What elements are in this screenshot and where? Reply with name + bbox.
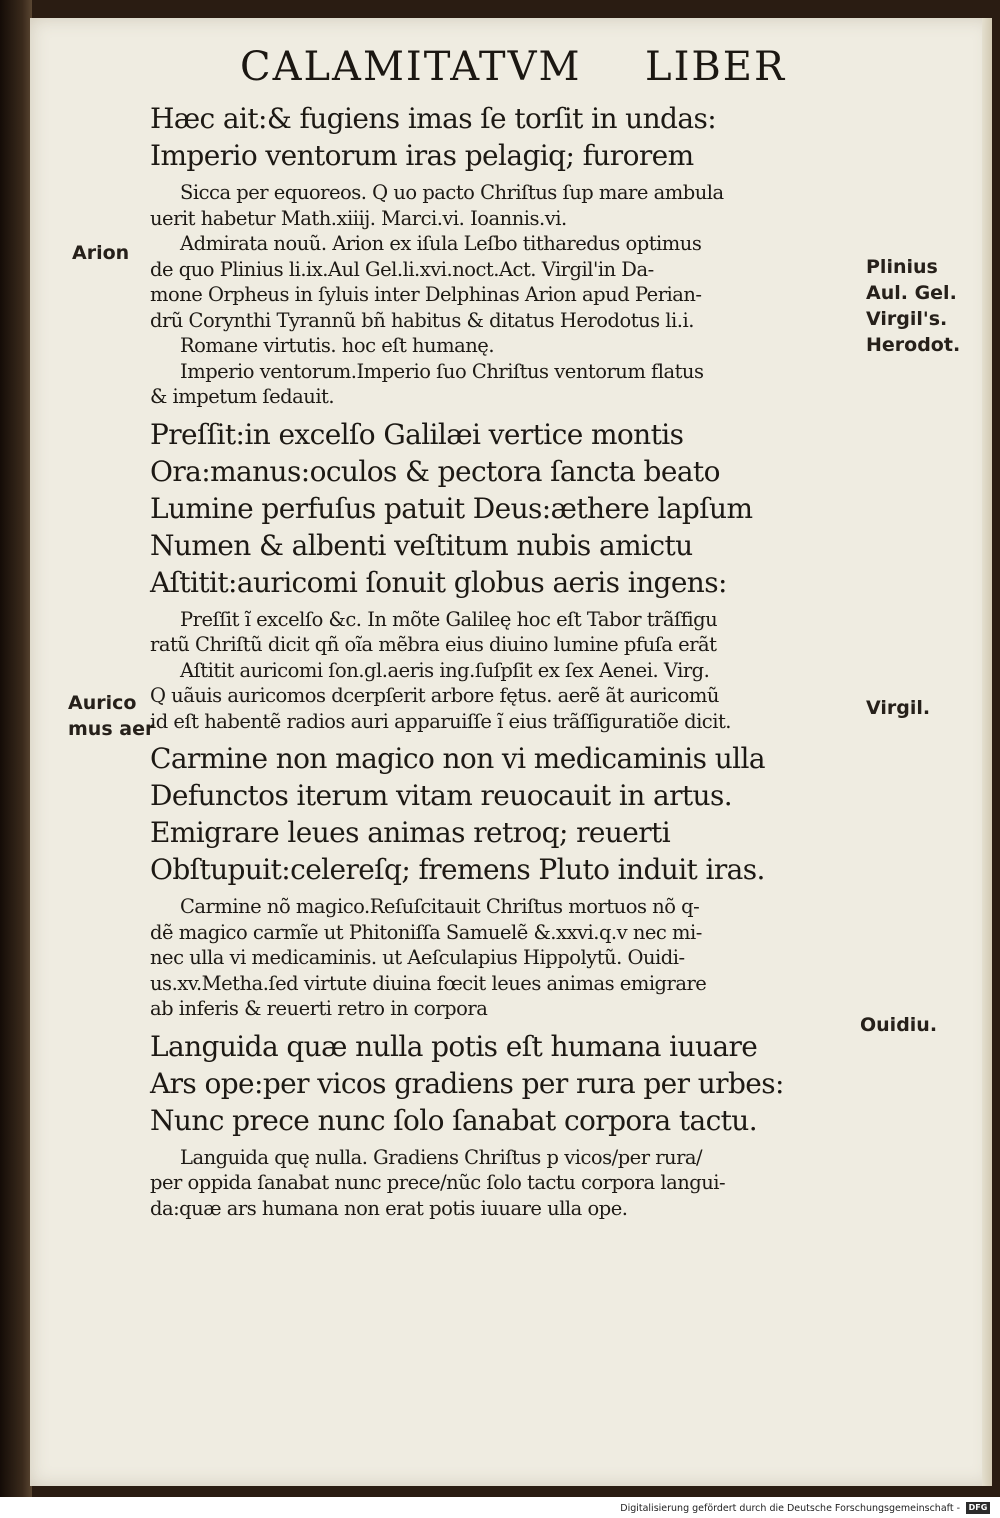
page-edge: [982, 18, 992, 1486]
margin-note-line: Herodot.: [866, 334, 961, 356]
verse-line: Nunc prece nunc ſolo ſanabat corpora tactu.: [150, 1103, 758, 1137]
right-margin-note-virgil: [866, 695, 930, 721]
header-left: CALAMITATVM: [240, 44, 582, 90]
verse-line: Hæc ait:& fugiens imas ſe torſit in undas:: [150, 102, 717, 135]
book-spine: [0, 0, 32, 1497]
verse-line: Languida quæ nulla potis eſt humana iuuare: [150, 1029, 758, 1063]
verse-line: Ora:manus:oculos & pectora ſancta beato: [150, 454, 720, 488]
footer-credit: Digitalisierung gefördert durch die Deutsche Forschungsgemeinschaft -: [620, 1503, 960, 1514]
verse-line: Numen & albenti veſtitum nubis amictu: [150, 528, 693, 562]
verse-line: Aſtitit:auricomi ſonuit globus aeris ingens:: [150, 565, 727, 599]
verse-line: Lumine perfuſus patuit Deus:æthere lapſum: [150, 491, 753, 525]
margin-note-line: mus aer: [68, 718, 155, 740]
margin-note-line: Virgil.: [866, 697, 931, 719]
commentary-line: id eſt habentẽ radios auri apparuiſſe ĩ eius trãſſiguratiõe dicit.: [150, 709, 731, 733]
page-header: [240, 44, 800, 104]
commentary-line: Carmine nõ magico.Reſuſcitauit Chriſtus mortuos nõ q-: [180, 895, 700, 918]
commentary-line: Romane virtutis. hoc eſt humanę.: [180, 334, 495, 357]
commentary-line: ratũ Chriſtũ dicit qñ oĩa mẽbra eius diuino lumine pfuſa erãt: [150, 633, 717, 656]
commentary-line: Aſtitit auricomi ſon.gl.aeris ing.ſuſpſit ex ſex Aenei. Virg.: [180, 658, 710, 682]
commentary-line: de quo Plinius li.ix.Aul Gel.li.xvi.noct.Act. Virgil'in Da-: [150, 257, 654, 281]
commentary-line: Sicca per equoreos. Q uo pacto Chriſtus ſup mare ambula: [180, 181, 724, 204]
margin-note-line: Ouidiu.: [860, 1014, 938, 1036]
commentary-line: uerit habetur Math.xiiij. Marci.vi. Ioannis.vi.: [150, 206, 567, 230]
right-margin-note-ouidius: [860, 1012, 937, 1038]
margin-note-line: Virgil's.: [866, 308, 948, 330]
left-margin-note-auricomus: [68, 690, 154, 742]
verse-line: Defunctos iterum vitam reuocauit in artus.: [150, 779, 733, 812]
commentary-line: mone Orpheus in ſyluis inter Delphinas Arion apud Perian-: [150, 283, 702, 306]
commentary-line: dẽ magico carmĩe ut Phitoniſſa Samuelẽ &.xxvi.q.v nec mi-: [150, 920, 702, 944]
commentary-line: Preſſit ĩ excelſo &c. In mõte Galileę hoc eſt Tabor trãſfigu: [180, 607, 718, 631]
commentary-line: Languida quę nulla. Gradiens Chriſtus p vicos/per rura/: [180, 1145, 703, 1169]
commentary-line: Q uãuis auricomos dcerpſerit arbore fętus. aerẽ ãt auricomũ: [150, 684, 719, 707]
text-block: [150, 100, 850, 1221]
commentary-line: Admirata nouũ. Arion ex iſula Leſbo titharedus optimus: [180, 232, 702, 255]
verse-line: Carmine non magico non vi medicaminis ulla: [150, 742, 765, 775]
commentary-line: da:quæ ars humana non erat potis iuuare ulla ope.: [150, 1196, 628, 1220]
verse-line: Preſſit:in excelſo Galilæi vertice montis: [150, 417, 684, 451]
verse-line: Ars ope:per vicos gradiens per rura per urbes:: [150, 1066, 784, 1100]
left-margin-note-arion: [72, 240, 129, 266]
commentary-line: per oppida ſanabat nunc prece/nũc ſolo tactu corpora langui-: [150, 1171, 726, 1194]
verse-line: Obſtupuit:celereſq; fremens Pluto induit iras.: [150, 853, 765, 886]
commentary-line: ab inferis & reuerti retro in corpora: [150, 997, 488, 1020]
verse-line: Imperio ventorum iras pelagiq; furorem: [150, 139, 694, 172]
dfg-logo-icon: DFG: [966, 1502, 990, 1514]
commentary-line: us.xv.Metha.ſed virtute diuina fœcit leues animas emigrare: [150, 971, 707, 995]
commentary-line: nec ulla vi medicaminis. ut Aeſculapius Hippolytũ. Ouidi-: [150, 946, 685, 969]
verse-line: Emigrare leues animas retroq; reuerti: [150, 816, 671, 849]
margin-note-line: Aul. Gel.: [866, 282, 957, 304]
commentary-line: Imperio ventorum.Imperio ſuo Chriſtus ventorum flatus: [180, 359, 704, 383]
right-margin-note-sources: [866, 254, 960, 358]
margin-note-line: Aurico: [68, 692, 137, 714]
header-right: LIBER: [645, 44, 787, 90]
margin-note-line: Plinius: [866, 256, 938, 278]
commentary-line: & impetum ſedauit.: [150, 385, 335, 408]
commentary-line: drũ Corynthi Tyrannũ bñ habitus & ditatus Herodotus li.i.: [150, 308, 694, 332]
margin-note-line: Arion: [72, 242, 130, 264]
